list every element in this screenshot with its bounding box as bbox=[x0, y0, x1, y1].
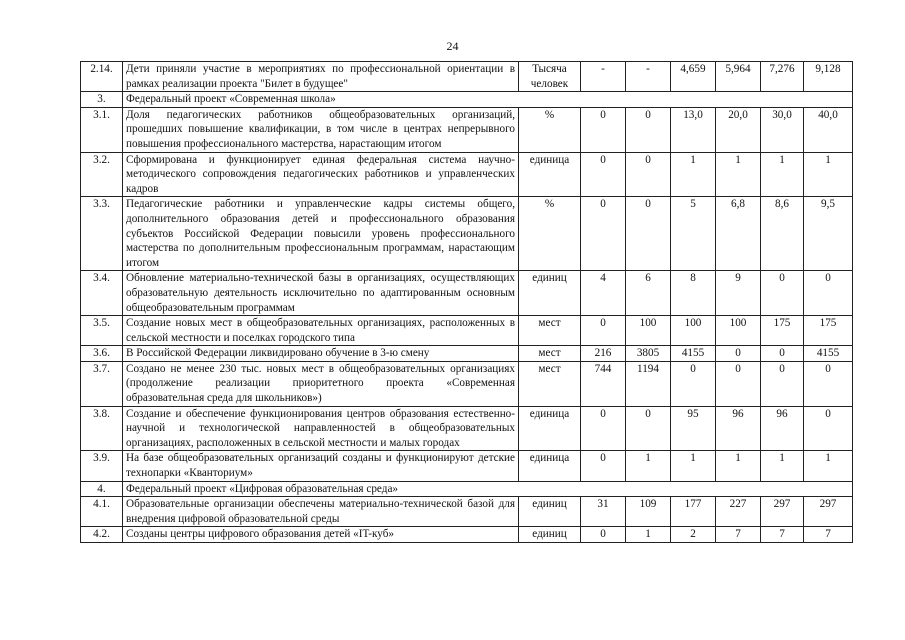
indicator-description: В Российской Федерации ликвидировано обучение в 3-ю смену bbox=[123, 346, 519, 362]
unit-cell: единица bbox=[519, 152, 581, 197]
value-cell: 40,0 bbox=[804, 107, 853, 152]
value-cell: 4155 bbox=[804, 346, 853, 362]
value-cell: 0 bbox=[626, 107, 671, 152]
unit-cell: мест bbox=[519, 346, 581, 362]
section-title: Федеральный проект «Цифровая образовательная среда» bbox=[123, 481, 853, 497]
row-number: 2.14. bbox=[81, 62, 123, 92]
value-cell: 297 bbox=[761, 497, 804, 527]
value-cell: 175 bbox=[804, 316, 853, 346]
table-row bbox=[81, 497, 853, 527]
section-row bbox=[81, 92, 853, 108]
value-cell: 1 bbox=[804, 152, 853, 197]
value-cell: 1 bbox=[626, 527, 671, 543]
value-cell: 0 bbox=[671, 361, 716, 406]
row-number: 3.5. bbox=[81, 316, 123, 346]
value-cell: 6,8 bbox=[716, 197, 761, 271]
value-cell: 7 bbox=[716, 527, 761, 543]
value-cell: 175 bbox=[761, 316, 804, 346]
value-cell: 0 bbox=[581, 316, 626, 346]
table-row bbox=[81, 107, 853, 152]
value-cell: 744 bbox=[581, 361, 626, 406]
value-cell: 0 bbox=[761, 361, 804, 406]
value-cell: 6 bbox=[626, 271, 671, 316]
row-number: 4.1. bbox=[81, 497, 123, 527]
value-cell: 1 bbox=[671, 451, 716, 481]
value-cell: 1 bbox=[761, 451, 804, 481]
row-number: 3. bbox=[81, 92, 123, 108]
value-cell: 0 bbox=[804, 271, 853, 316]
indicators-table bbox=[80, 61, 853, 543]
value-cell: 1 bbox=[716, 152, 761, 197]
value-cell: 0 bbox=[626, 406, 671, 451]
value-cell: 0 bbox=[581, 197, 626, 271]
value-cell: 7 bbox=[761, 527, 804, 543]
indicator-description: Доля педагогических работников общеобразовательных организаций, прошедших повышение квалификации, в том числе в центрах непрерывного повышения профессионального мастерства, нарастающим итогом bbox=[123, 107, 519, 152]
value-cell: 0 bbox=[804, 361, 853, 406]
value-cell: - bbox=[581, 62, 626, 92]
value-cell: 297 bbox=[804, 497, 853, 527]
value-cell: 0 bbox=[626, 152, 671, 197]
value-cell: 96 bbox=[761, 406, 804, 451]
table-row bbox=[81, 271, 853, 316]
value-cell: 109 bbox=[626, 497, 671, 527]
row-number: 3.8. bbox=[81, 406, 123, 451]
value-cell: 7,276 bbox=[761, 62, 804, 92]
table-row bbox=[81, 406, 853, 451]
value-cell: 7 bbox=[804, 527, 853, 543]
indicator-description: Сформирована и функционирует единая федеральная система научно-методического сопровождения педагогических работников и управленческих кадров bbox=[123, 152, 519, 197]
table-row bbox=[81, 451, 853, 481]
unit-cell: % bbox=[519, 197, 581, 271]
table-row bbox=[81, 62, 853, 92]
value-cell: 4155 bbox=[671, 346, 716, 362]
table-row bbox=[81, 361, 853, 406]
table-row bbox=[81, 152, 853, 197]
value-cell: 9,5 bbox=[804, 197, 853, 271]
value-cell: 95 bbox=[671, 406, 716, 451]
value-cell: 13,0 bbox=[671, 107, 716, 152]
indicator-description: Обновление материально-технической базы в организациях, осуществляющих образовательную деятельность исключительно по адаптированным основным общеобразовательным программам bbox=[123, 271, 519, 316]
value-cell: 9,128 bbox=[804, 62, 853, 92]
value-cell: 1 bbox=[626, 451, 671, 481]
indicator-description: Образовательные организации обеспечены материально-технической базой для внедрения цифровой образовательной среды bbox=[123, 497, 519, 527]
value-cell: 20,0 bbox=[716, 107, 761, 152]
indicator-description: Создание новых мест в общеобразовательных организациях, расположенных в сельской местности и поселках городского типа bbox=[123, 316, 519, 346]
table-row bbox=[81, 197, 853, 271]
value-cell: 1 bbox=[804, 451, 853, 481]
value-cell: 0 bbox=[581, 527, 626, 543]
row-number: 3.3. bbox=[81, 197, 123, 271]
value-cell: 0 bbox=[716, 361, 761, 406]
value-cell: 0 bbox=[804, 406, 853, 451]
indicator-description: На базе общеобразовательных организаций созданы и функционируют детские технопарки «Кванториум» bbox=[123, 451, 519, 481]
unit-cell: мест bbox=[519, 316, 581, 346]
value-cell: 0 bbox=[626, 197, 671, 271]
value-cell: 3805 bbox=[626, 346, 671, 362]
value-cell: 177 bbox=[671, 497, 716, 527]
value-cell: 30,0 bbox=[761, 107, 804, 152]
value-cell: 100 bbox=[716, 316, 761, 346]
unit-cell: единиц bbox=[519, 497, 581, 527]
unit-cell: мест bbox=[519, 361, 581, 406]
value-cell: 0 bbox=[581, 107, 626, 152]
row-number: 3.9. bbox=[81, 451, 123, 481]
section-row bbox=[81, 481, 853, 497]
row-number: 3.7. bbox=[81, 361, 123, 406]
unit-cell: единиц bbox=[519, 527, 581, 543]
value-cell: 4 bbox=[581, 271, 626, 316]
unit-cell: единица bbox=[519, 451, 581, 481]
indicator-description: Создание и обеспечение функционирования центров образования естественно-научной и технологической направленностей в общеобразовательных организациях, расположенных в сельской местности и малых городах bbox=[123, 406, 519, 451]
unit-cell: единиц bbox=[519, 271, 581, 316]
value-cell: 5,964 bbox=[716, 62, 761, 92]
table-body bbox=[81, 62, 853, 543]
row-number: 4.2. bbox=[81, 527, 123, 543]
value-cell: 0 bbox=[581, 152, 626, 197]
value-cell: 0 bbox=[761, 271, 804, 316]
row-number: 3.1. bbox=[81, 107, 123, 152]
value-cell: 96 bbox=[716, 406, 761, 451]
value-cell: 1 bbox=[761, 152, 804, 197]
table-row bbox=[81, 316, 853, 346]
table-row bbox=[81, 346, 853, 362]
value-cell: 0 bbox=[761, 346, 804, 362]
section-title: Федеральный проект «Современная школа» bbox=[123, 92, 853, 108]
indicator-description: Дети приняли участие в мероприятиях по профессиональной ориентации в рамках реализации проекта "Билет в будущее" bbox=[123, 62, 519, 92]
value-cell: 0 bbox=[581, 406, 626, 451]
unit-cell: % bbox=[519, 107, 581, 152]
value-cell: 8,6 bbox=[761, 197, 804, 271]
value-cell: 1 bbox=[716, 451, 761, 481]
value-cell: 227 bbox=[716, 497, 761, 527]
row-number: 3.2. bbox=[81, 152, 123, 197]
value-cell: 2 bbox=[671, 527, 716, 543]
page-number: 24 bbox=[446, 39, 459, 53]
row-number: 3.4. bbox=[81, 271, 123, 316]
value-cell: 5 bbox=[671, 197, 716, 271]
unit-cell: Тысяча человек bbox=[519, 62, 581, 92]
value-cell: 100 bbox=[626, 316, 671, 346]
row-number: 4. bbox=[81, 481, 123, 497]
value-cell: 8 bbox=[671, 271, 716, 316]
indicator-description: Созданы центры цифрового образования детей «IT-куб» bbox=[123, 527, 519, 543]
row-number: 3.6. bbox=[81, 346, 123, 362]
value-cell: 1 bbox=[671, 152, 716, 197]
value-cell: 1194 bbox=[626, 361, 671, 406]
table-row bbox=[81, 527, 853, 543]
indicator-description: Создано не менее 230 тыс. новых мест в общеобразовательных организациях (продолжение реализации приоритетного проекта «Современная образовательная среда для школьников») bbox=[123, 361, 519, 406]
value-cell: 4,659 bbox=[671, 62, 716, 92]
value-cell: 100 bbox=[671, 316, 716, 346]
value-cell: 0 bbox=[716, 346, 761, 362]
value-cell: - bbox=[626, 62, 671, 92]
unit-cell: единица bbox=[519, 406, 581, 451]
value-cell: 31 bbox=[581, 497, 626, 527]
indicator-description: Педагогические работники и управленческие кадры системы общего, дополнительного образования детей и профессионального образования субъектов Российской Федерации повысили уровень профессионального мастерства по дополнительным профессиональным программам, нарастающим итогом bbox=[123, 197, 519, 271]
value-cell: 0 bbox=[581, 451, 626, 481]
value-cell: 216 bbox=[581, 346, 626, 362]
value-cell: 9 bbox=[716, 271, 761, 316]
